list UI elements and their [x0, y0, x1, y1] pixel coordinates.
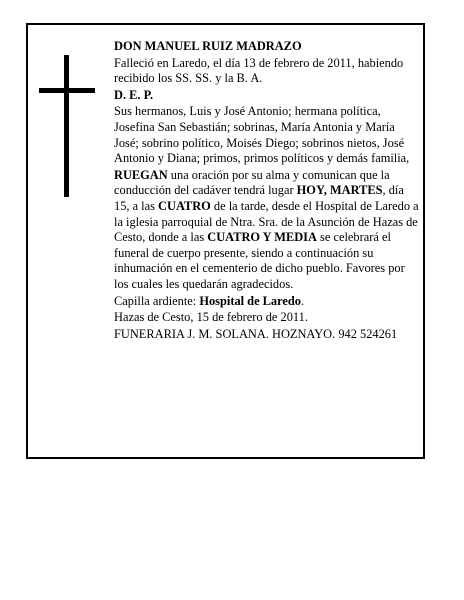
- chapel-end: .: [301, 293, 305, 308]
- cross-horizontal-bar: [39, 88, 95, 93]
- dep-text: D. E. P.: [114, 87, 154, 102]
- death-info: Falleció en Laredo, el día 13 de febrero de 2011, habiendo recibido los SS. SS. y la B. A.: [114, 55, 404, 86]
- place-date: Hazas de Cesto, 15 de febrero de 2011.: [114, 310, 308, 325]
- funeral-request: [114, 168, 420, 293]
- cuatro-text: CUATRO: [158, 198, 211, 213]
- chapel-place: Hospital de Laredo: [199, 293, 301, 308]
- cross-icon: [39, 55, 95, 197]
- deceased-name-line: [114, 39, 420, 55]
- funeral-home: FUNERARIA J. M. SOLANA. HOZNAYO. 942 524261: [114, 326, 398, 341]
- ruegan-text: RUEGAN: [114, 167, 168, 182]
- request-text-2: , día 15, a las: [114, 183, 404, 213]
- hoy-martes-text: HOY, MARTES: [296, 183, 383, 198]
- request-text-1: una oración por su alma y comunican que la conducción del cadáver tendrá lugar: [114, 167, 390, 198]
- cross-vertical-bar: [64, 55, 69, 197]
- dep-line: [114, 88, 420, 104]
- request-text-4: se celebrará el funeral de cuerpo presente, siendo a continuación su inhumación en el cementerio de dicho pueblo. Favores por los cuales les quedarán agradecidos.: [114, 230, 405, 291]
- request-text-3: de la tarde, desde el Hospital de Laredo a la iglesia parroquial de Ntra. Sra. de la Asunción de Hazas de Cesto, donde a las: [114, 198, 419, 245]
- chapel-label: Capilla ardiente:: [114, 293, 200, 308]
- family-list: Sus hermanos, Luis y José Antonio; hermana política, Josefina San Sebastián; sobrinas, María Antonia y María José; sobrino político, Moisés Diego; sobrinos nietos, José Antonio y Diana; primos, primos políticos y demás familia,: [114, 104, 410, 166]
- deceased-name: DON MANUEL RUIZ MADRAZO: [114, 39, 302, 53]
- cuatro-y-media-text: CUATRO Y MEDIA: [207, 230, 317, 245]
- obituary-text: [114, 39, 420, 343]
- chapel-line: [114, 294, 420, 310]
